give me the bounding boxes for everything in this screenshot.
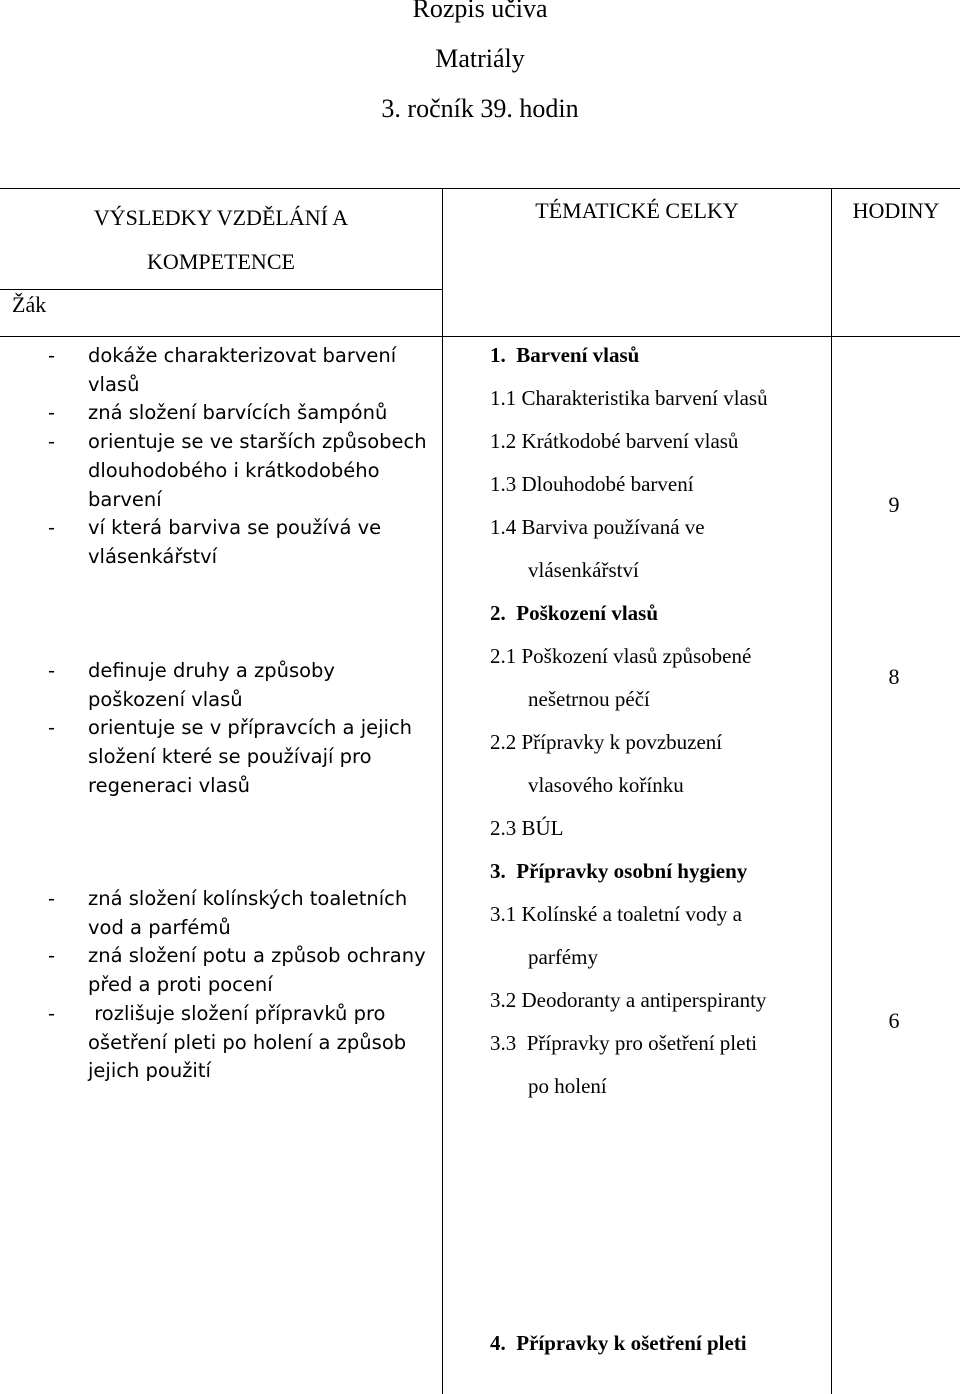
outcome-text: poškození vlasů [88, 687, 243, 711]
topic-text: vlásenkářství [528, 558, 639, 582]
topic-number: 3.3 [490, 1031, 517, 1055]
outcome-dash [48, 457, 88, 486]
outcome-line [48, 486, 448, 515]
outcome-line [48, 428, 448, 457]
outcome-dash [48, 772, 88, 801]
topic-text: BÚL [521, 816, 564, 840]
topic-item [490, 678, 768, 721]
topic-number: 3.2 [490, 988, 517, 1012]
topic-text: Krátkodobé barvení vlasů [521, 429, 739, 453]
topic-text: Dlouhodobé barvení [521, 472, 694, 496]
outcome-dash [48, 914, 88, 943]
topic-text: nešetrnou péčí [528, 687, 650, 711]
topic-text: Barvení vlasů [516, 343, 640, 367]
topic-number: 2.1 [490, 644, 517, 668]
outcome-dash [48, 1029, 88, 1058]
outcome-dash: - [48, 659, 56, 682]
outcome-text: jejich použití [88, 1059, 211, 1083]
topic-heading [490, 850, 768, 893]
outcome-dash [48, 686, 88, 715]
outcome-dash: - [48, 716, 56, 740]
outcome-line [48, 971, 448, 1000]
outcome-dash: - [48, 430, 56, 454]
topic-text: vlasového kořínku [528, 773, 684, 797]
page-title: Rozpis učiva [412, 0, 548, 23]
outcome-text: dlouhodobého i krátkodobého [88, 458, 380, 482]
topic-text: po holení [528, 1074, 607, 1098]
outcome-line [48, 914, 448, 943]
outcome-line [48, 686, 448, 715]
outcome-text: barvení [88, 487, 162, 511]
topic-item [490, 764, 768, 807]
outcome-line [48, 942, 448, 971]
page-subtitle: Matriály [435, 44, 525, 73]
footer-topic-text: Přípravky k ošetření pleti [516, 1331, 747, 1355]
outcome-text: definuje druhy a způsoby [88, 659, 335, 682]
outcome-line [48, 1029, 448, 1058]
outcome-dash: - [48, 1001, 56, 1025]
outcome-text: vlásenkářství [88, 544, 218, 568]
topic-text: Barviva používaná ve [521, 515, 705, 539]
outcome-dash [48, 543, 88, 572]
student-label: Žák [12, 292, 47, 317]
topic-text: parfémy [528, 945, 598, 969]
topic-heading [490, 592, 768, 635]
outcome-dash [48, 1057, 88, 1086]
col-header-topics: TÉMATICKÉ CELKY [535, 198, 739, 223]
topics-list [490, 334, 768, 1108]
topic-item [490, 721, 768, 764]
hours-hair-coloring: 9 [888, 492, 900, 517]
topic-item [490, 377, 768, 420]
outcome-line [48, 714, 448, 743]
outcome-line [48, 514, 448, 543]
outcome-line [48, 1057, 448, 1086]
topic-number: 1. [490, 343, 506, 367]
outcome-line [48, 885, 448, 914]
topic-number: 3. [490, 859, 506, 883]
topic-text: Deodoranty a antiperspiranty [521, 988, 767, 1012]
col-header-outcomes-line1: VÝSLEDKY VZDĚLÁNÍ A [93, 205, 349, 230]
topic-heading [490, 334, 768, 377]
footer-topic [490, 1322, 747, 1365]
topic-item [490, 807, 768, 850]
topic-item [490, 420, 768, 463]
outcome-line [48, 543, 448, 572]
outcome-line [48, 457, 448, 486]
outcome-text: regeneraci vlasů [88, 773, 251, 797]
outcome-text: složení které se používají pro [88, 745, 372, 769]
footer-topic-number: 4. [490, 1331, 506, 1355]
outcome-line [48, 657, 448, 686]
topic-item [490, 979, 768, 1022]
outcome-text: vod a parfémů [88, 915, 231, 939]
outcome-dash [48, 971, 88, 1000]
topic-item [490, 893, 768, 936]
outcome-text: zná složení kolínských toaletních [88, 887, 408, 910]
topic-item [490, 549, 768, 592]
outcome-line [48, 342, 448, 371]
topic-text: Poškození vlasů způsobené [521, 644, 752, 668]
topic-item [490, 1065, 768, 1108]
topic-text: Přípravky pro ošetření pleti [521, 1031, 758, 1055]
outcome-text: zná složení potu a způsob ochrany [88, 944, 426, 968]
outcome-text: orientuje se ve starších způsobech [88, 430, 427, 454]
topic-item [490, 635, 768, 678]
topic-item [490, 506, 768, 549]
outcome-text: ošetření pleti po holení a způsob [88, 1030, 407, 1054]
topic-number: 3.1 [490, 902, 517, 926]
topic-number: 1.3 [490, 472, 517, 496]
topic-number: 1.2 [490, 429, 517, 453]
topic-number: 2. [490, 601, 506, 625]
outcome-line [48, 399, 448, 428]
topic-number: 1.4 [490, 515, 517, 539]
page-grade-hours: 3. ročník 39. hodin [381, 94, 579, 123]
topic-text: Přípravky osobní hygieny [516, 859, 748, 883]
outcome-dash: - [48, 944, 56, 968]
outcome-dash [48, 371, 88, 400]
outcome-text: před a proti pocení [88, 973, 273, 997]
hours-hair-damage: 8 [888, 664, 900, 689]
hours-personal-hygiene: 6 [888, 1008, 900, 1033]
topic-item [490, 936, 768, 979]
topic-item [490, 1022, 768, 1065]
col-header-outcomes-line2: KOMPETENCE [147, 249, 295, 274]
outcome-line [48, 371, 448, 400]
outcome-text: zná složení barvících šampónů [88, 401, 388, 425]
outcomes-group-hair-coloring [48, 342, 448, 572]
outcome-text: ví která barviva se používá ve [88, 516, 382, 540]
outcome-text: dokáže charakterizovat barvení [88, 344, 397, 367]
outcomes-group-hair-damage [48, 657, 448, 801]
outcome-dash [48, 486, 88, 515]
col-header-outcomes [0, 196, 442, 284]
outcome-dash: - [48, 887, 56, 910]
outcome-dash [48, 743, 88, 772]
topic-text: Poškození vlasů [516, 601, 659, 625]
outcome-line [48, 1000, 448, 1029]
outcome-text: rozlišuje složení přípravků pro [88, 1001, 386, 1025]
outcome-dash: - [48, 344, 56, 367]
outcome-text: orientuje se v přípravcích a jejich [88, 716, 413, 740]
outcome-dash: - [48, 516, 56, 540]
outcome-line [48, 772, 448, 801]
topic-text: Kolínské a toaletní vody a [521, 902, 742, 926]
topic-text: Přípravky k povzbuzení [521, 730, 723, 754]
outcome-line [48, 743, 448, 772]
outcomes-group-personal-hygiene [48, 885, 448, 1086]
topic-number: 1.1 [490, 386, 517, 410]
topic-number: 2.2 [490, 730, 517, 754]
topic-number: 2.3 [490, 816, 517, 840]
col-header-hours: HODINY [852, 198, 940, 223]
topic-item [490, 463, 768, 506]
outcome-dash: - [48, 401, 56, 425]
outcome-text: vlasů [88, 372, 140, 396]
topic-text: Charakteristika barvení vlasů [521, 386, 768, 410]
